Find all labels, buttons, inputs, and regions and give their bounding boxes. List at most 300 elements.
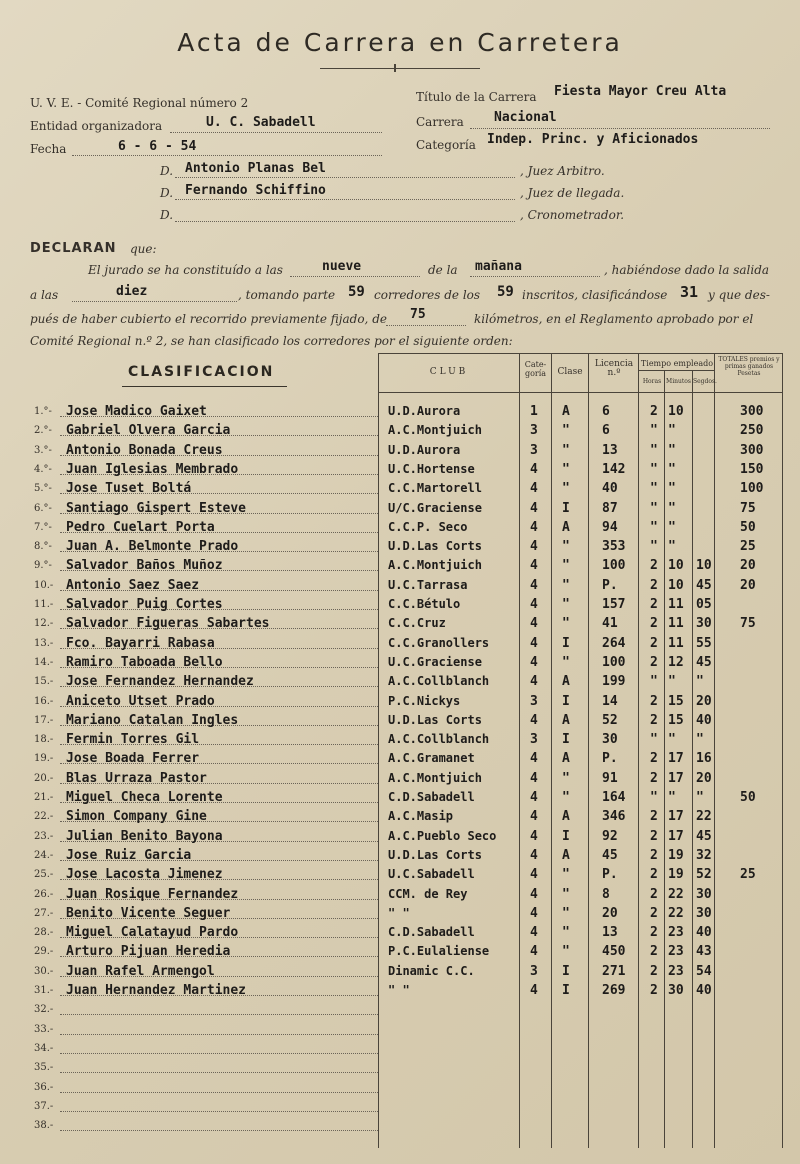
table-row [0,807,800,827]
row-dotline [60,1034,378,1035]
licencia-cell: 199 [602,674,626,690]
table-row [0,962,800,982]
table-row [0,499,800,519]
clase-cell: I [562,963,570,979]
club-cell: U.D.Las Corts [388,847,482,862]
horas-cell: 2 [650,828,658,844]
table-row [0,1116,800,1136]
categoria-cell: 4 [530,519,538,535]
licencia-cell: 91 [602,770,618,786]
club-cell: P.C.Nickys [388,693,461,708]
clase-cell: A [562,519,570,535]
minutos-cell: 15 [668,693,684,709]
table-row [0,846,800,866]
categoria-cell: 4 [530,944,538,960]
juez-llegada-d: D. [160,186,174,200]
table-row [0,981,800,1001]
clase-cell: A [562,404,570,419]
categoria-cell: 4 [530,925,538,941]
salida-dotline [72,301,237,302]
table-row [0,402,800,422]
segundos-cell: 52 [696,867,712,883]
table-row [0,460,800,480]
clase-cell: " [562,790,570,805]
segundos-cell: 32 [696,847,712,863]
licencia-cell: 14 [602,693,618,709]
horas-cell: 2 [650,963,658,979]
segundos-cell: 30 [696,905,712,921]
segundos-cell: 20 [696,770,712,786]
categoria-cell: 4 [530,712,538,728]
minutos-cell: 23 [668,925,684,941]
table-row [0,653,800,673]
rider-name: Juan Rosique Fernandez [66,886,239,902]
clase-cell: " [562,616,570,632]
rider-name: Gabriel Olvera Garcia [66,423,231,439]
club-cell: A.C.Pueblo Seco [388,828,497,843]
rider-name: Miguel Checa Lorente [66,790,223,805]
segundos-cell: 20 [696,693,712,709]
clase-cell: " [562,597,570,612]
declaran-t4: a las [30,288,59,302]
segundos-cell: 55 [696,635,712,651]
club-cell: C.D.Sabadell [388,790,475,804]
rider-name: Pedro Cuelart Porta [66,519,215,535]
row-number: 17.- [34,714,54,726]
club-cell: " " [388,905,410,920]
clase-cell: I [562,693,570,709]
clase-cell: I [562,732,570,748]
declaran-t6: corredores de los [374,288,481,302]
clase-cell: " [562,423,570,439]
club-cell: U.D.Las Corts [388,712,482,727]
minutos-cell: 22 [668,905,684,921]
clasificados-value: 31 [680,283,699,301]
table-header-bottom-border [378,392,782,393]
fecha-label: Fecha [30,142,67,156]
categoria-cell: 3 [530,732,538,748]
row-number: 29.- [34,946,54,958]
minutos-cell: 23 [668,963,684,979]
table-row [0,788,800,808]
row-number: 18.- [34,734,54,746]
clasificacion-heading: CLASIFICACION [128,364,275,380]
segundos-cell: 22 [696,809,712,825]
clase-cell: " [562,539,570,555]
segundos-cell: 05 [696,597,712,612]
horas-cell: 2 [650,635,658,651]
licencia-cell: P. [602,751,618,767]
licencia-cell: 30 [602,732,618,748]
categoria-cell: 4 [530,654,538,670]
table-row [0,672,800,692]
rider-name: Jose Lacosta Jimenez [66,867,223,883]
horas-cell: 2 [650,654,658,670]
rider-name: Miguel Calatayud Pardo [66,925,239,941]
table-row [0,556,800,576]
licencia-cell: 20 [602,905,618,921]
fecha-dotline [72,155,382,156]
entidad-value: U. C. Sabadell [206,115,316,130]
row-number: 28.- [34,927,54,939]
categoria-header: Cate-goría [524,360,547,378]
horas-cell: " [650,461,658,477]
club-cell: C.C.P. Seco [388,519,468,534]
totales-cell: 50 [740,790,756,805]
row-number: 20.- [34,772,54,784]
rider-name: Salvador Baños Muñoz [66,558,223,574]
tiempo-sub-border [638,370,714,371]
row-number: 2.°- [34,425,52,437]
hora-value: nueve [322,259,362,274]
horas-cell: " [650,519,658,535]
row-number: 5.°- [34,483,52,495]
table-row [0,827,800,847]
rider-name: Jose Tuset Boltá [66,481,192,497]
licencia-cell: 40 [602,481,618,497]
segundos-cell: 40 [696,983,712,998]
rider-name: Jose Ruiz Garcia [66,847,192,863]
juez-llegada-value: Fernando Schiffino [185,183,326,198]
club-cell: C.C.Martorell [388,481,482,496]
table-row [0,614,800,634]
licencia-cell: 346 [602,809,626,825]
minutos-cell: 11 [668,616,684,632]
minutos-cell: 23 [668,944,684,960]
minutos-cell: 19 [668,847,684,863]
titulo-value: Fiesta Mayor Creu Alta [554,84,727,99]
row-number: 11.- [34,599,54,610]
row-number: 8.°- [34,541,52,553]
minutos-cell: 11 [668,597,684,612]
clase-cell: " [562,886,570,902]
clase-cell: " [562,770,570,786]
table-row [0,749,800,769]
totales-cell: 100 [740,481,764,497]
row-number: 1.°- [34,406,52,417]
minutos-cell: " [668,790,676,805]
rider-name: Santiago Gispert Esteve [66,500,247,516]
clase-cell: " [562,944,570,960]
licencia-cell: 269 [602,983,626,998]
clase-cell: " [562,905,570,921]
licencia-cell: 41 [602,616,618,632]
horas-cell: 2 [650,751,658,767]
club-cell: C.D.Sabadell [388,925,475,940]
uve-label: U. V. E. - Comité Regional número 2 [30,96,249,110]
horas-cell: 2 [650,944,658,960]
horas-cell: 2 [650,886,658,902]
club-cell: CCM. de Rey [388,886,468,901]
row-number: 35.- [34,1062,54,1074]
club-cell: A.C.Masip [388,809,454,824]
table-row [0,595,800,615]
carrera-dotline [470,128,770,129]
carrera-value: Nacional [494,110,557,125]
juez-arbitro-d: D. [160,164,174,178]
categoria-cell: 4 [530,539,538,555]
declaran-t8: y que des- [708,288,770,302]
rider-name: Salvador Puig Cortes [66,597,223,612]
horas-cell: " [650,500,658,516]
licencia-cell: P. [602,867,618,883]
row-number: 13.- [34,637,54,649]
horas-cell: " [650,732,658,748]
club-cell: A.C.Gramanet [388,751,475,766]
minutos-cell: 10 [668,558,684,574]
categoria-cell: 4 [530,790,538,805]
rider-name: Juan Iglesias Membrado [66,461,239,477]
licencia-cell: 6 [602,404,610,419]
categoria-cell: 4 [530,616,538,632]
row-dotline [60,1053,378,1054]
horas-cell: 2 [650,404,658,419]
club-cell: Dinamic C.C. [388,963,475,978]
categoria-cell: 4 [530,983,538,998]
cronometrador-d: D. [160,208,174,222]
row-number: 34.- [34,1042,54,1054]
rider-name: Salvador Figueras Sabartes [66,616,270,632]
table-row [0,634,800,654]
declaran-t2: de la [428,263,458,277]
totales-cell: 150 [740,461,764,477]
licencia-cell: 264 [602,635,626,651]
row-number: 9.°- [34,560,52,572]
horas-cell: 2 [650,809,658,825]
categoria-cell: 3 [530,442,538,458]
table-top-border [378,353,782,354]
horas-cell: 2 [650,712,658,728]
manana-value: mañana [475,259,522,274]
title-ornament-mark [394,64,408,72]
rider-name: Fermin Torres Gil [66,732,200,748]
rider-name: Antonio Bonada Creus [66,442,223,458]
table-row [0,576,800,596]
row-number: 38.- [34,1120,54,1132]
minutos-cell: " [668,481,676,497]
km-dotline [386,325,466,326]
categoria-cell: 4 [530,770,538,786]
club-cell: C.C.Bétulo [388,597,461,611]
licencia-cell: 13 [602,442,618,458]
minutos-cell: 19 [668,867,684,883]
licencia-cell: 87 [602,500,618,516]
row-dotline [60,1014,378,1015]
juez-arbitro-value: Antonio Planas Bel [185,161,326,176]
minutos-cell: " [668,442,676,458]
juez-arbitro-dotline [175,177,515,178]
declaran-t9: pués de haber cubierto el recorrido previamente fijado, de [30,312,387,326]
rider-name: Benito Vicente Seguer [66,905,231,921]
horas-cell: " [650,442,658,458]
totales-cell: 250 [740,423,764,439]
horas-cell: 2 [650,577,658,593]
declaran-t7: inscritos, clasificándose [522,288,668,302]
club-cell: U.C.Graciense [388,654,482,669]
row-dotline [60,1092,378,1093]
categoria-cell: 4 [530,597,538,612]
totales-cell: 20 [740,577,756,593]
licencia-cell: 6 [602,423,610,439]
horas-cell: 2 [650,847,658,863]
horas-cell: " [650,790,658,805]
minutos-cell: 11 [668,635,684,651]
minutos-cell: 10 [668,577,684,593]
table-row [0,479,800,499]
row-number: 33.- [34,1023,54,1035]
horas-cell: 2 [650,867,658,883]
club-cell: U.C.Tarrasa [388,577,468,592]
row-number: 22.- [34,811,54,823]
clase-cell: " [562,442,570,458]
horas-cell: " [650,674,658,690]
row-number: 10.- [34,579,54,591]
row-number: 6.°- [34,502,52,514]
horas-cell: 2 [650,558,658,574]
licencia-header: Licencia n.º [594,359,634,378]
categoria-cell: 4 [530,577,538,593]
row-number: 21.- [34,792,54,803]
row-number: 23.- [34,830,54,842]
rider-name: Aniceto Utset Prado [66,693,215,709]
titulo-label: Título de la Carrera [416,90,537,104]
club-cell: U.D.Aurora [388,442,461,457]
clasificacion-underline [122,386,287,387]
rider-name: Ramiro Taboada Bello [66,654,223,670]
totales-cell: 20 [740,558,756,574]
segundos-cell: 10 [696,558,712,574]
clase-cell: " [562,558,570,574]
segundos-cell: 43 [696,944,712,960]
horas-cell: 2 [650,693,658,709]
clase-cell: I [562,983,570,998]
clase-cell: I [562,828,570,844]
segundos-cell: " [696,674,704,690]
minutos-cell: " [668,674,676,690]
table-row [0,1020,800,1040]
minutos-cell: 17 [668,809,684,825]
horas-cell: " [650,481,658,497]
licencia-cell: 100 [602,558,626,574]
club-header: CLUB [429,367,469,377]
categoria-cell: 4 [530,828,538,844]
minutos-cell: " [668,423,676,439]
club-cell: A.C.Collblanch [388,674,490,689]
segundos-cell: " [696,790,704,805]
minutos-cell: 17 [668,751,684,767]
categoria-cell: 4 [530,886,538,902]
clase-cell: " [562,654,570,670]
row-number: 26.- [34,888,54,900]
categoria-label: Categoría [416,138,476,152]
clase-cell: I [562,500,570,516]
table-row [0,1000,800,1020]
categoria-cell: 4 [530,751,538,767]
declaran-que: que: [130,242,157,256]
row-number: 36.- [34,1081,54,1093]
clase-cell: " [562,577,570,593]
table-row [0,518,800,538]
categoria-cell: 4 [530,674,538,690]
rider-name: Juan Hernandez Martinez [66,983,247,998]
licencia-cell: 353 [602,539,626,555]
row-number: 24.- [34,849,54,861]
minutos-header: Minutos [666,378,691,385]
licencia-cell: P. [602,577,618,593]
row-number: 7.°- [34,521,52,533]
rider-name: Fco. Bayarri Rabasa [66,635,215,651]
rider-name: Juan A. Belmonte Prado [66,539,239,555]
minutos-cell: 30 [668,983,684,998]
document-title: Acta de Carrera en Carretera [177,28,623,57]
club-cell: A.C.Montjuich [388,423,482,438]
table-row [0,904,800,924]
row-number: 31.- [34,985,54,996]
totales-cell: 25 [740,867,756,883]
segundos-cell: 45 [696,828,712,844]
minutos-cell: 17 [668,828,684,844]
licencia-cell: 450 [602,944,626,960]
table-row [0,1078,800,1098]
segundos-header: Segdos. [693,378,717,385]
totales-cell: 25 [740,539,756,555]
row-number: 37.- [34,1100,54,1112]
minutos-cell: 10 [668,404,684,419]
clase-cell: " [562,461,570,477]
table-row [0,711,800,731]
hora-dotline [290,276,420,277]
rider-name: Blas Urraza Pastor [66,770,207,786]
totales-cell: 50 [740,519,756,535]
row-number: 30.- [34,965,54,977]
licencia-cell: 94 [602,519,618,535]
row-number: 25.- [34,869,54,881]
minutos-cell: " [668,732,676,748]
row-number: 14.- [34,656,54,668]
inscritos-value: 59 [497,284,514,300]
declaran-t10: kilómetros, en el Reglamento aprobado por el [474,312,754,326]
clase-cell: " [562,481,570,497]
totales-cell: 75 [740,616,756,632]
licencia-cell: 52 [602,712,618,728]
rider-name: Mariano Catalan Ingles [66,712,239,728]
row-number: 3.°- [34,444,52,456]
participantes-value: 59 [348,284,365,300]
row-number: 12.- [34,618,54,630]
minutos-cell: 15 [668,712,684,728]
rider-name: Jose Boada Ferrer [66,751,200,767]
licencia-cell: 45 [602,847,618,863]
categoria-cell: 3 [530,963,538,979]
manana-dotline [470,276,600,277]
fecha-value: 6 - 6 - 54 [118,139,197,154]
clase-cell: I [562,635,570,651]
clase-cell: A [562,809,570,825]
club-cell: " " [388,983,410,997]
table-row [0,441,800,461]
minutos-cell: 22 [668,886,684,902]
segundos-cell: 40 [696,925,712,941]
minutos-cell: " [668,519,676,535]
rider-name: Antonio Saez Saez [66,577,200,593]
table-row [0,537,800,557]
categoria-cell: 3 [530,423,538,439]
table-row [0,421,800,441]
row-number: 32.- [34,1004,54,1016]
juez-llegada-label: , Juez de llegada. [520,186,625,200]
segundos-cell: " [696,732,704,748]
minutos-cell: 12 [668,654,684,670]
